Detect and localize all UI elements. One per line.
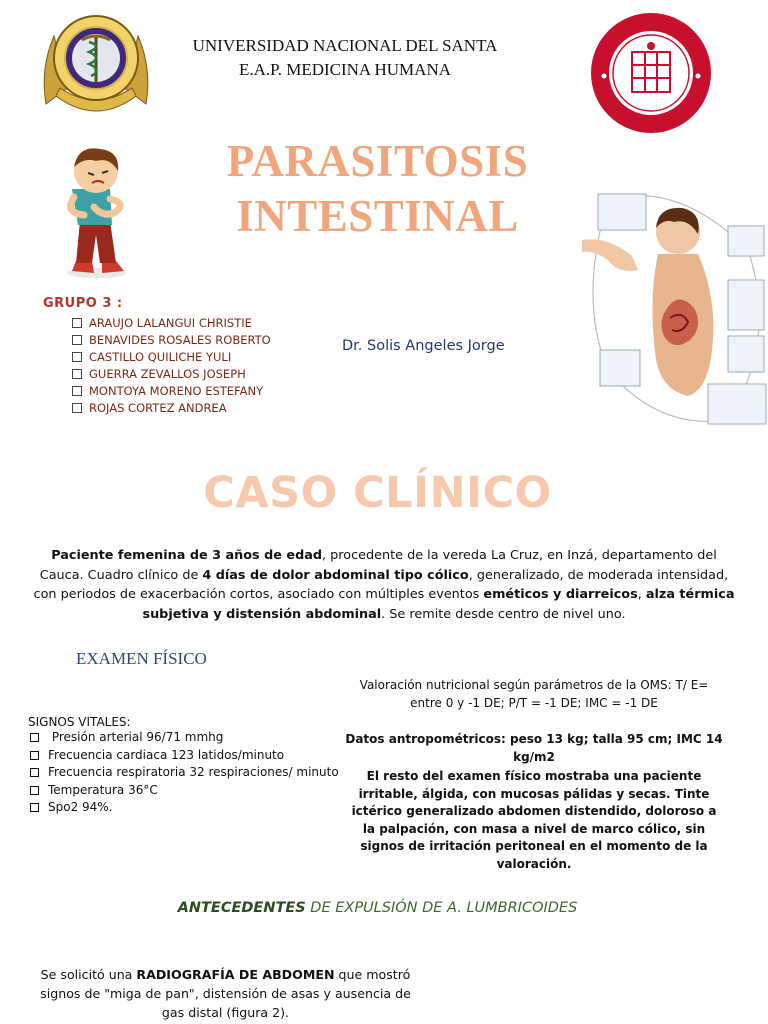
medicine-school-emblem-icon — [36, 8, 156, 120]
list-item — [30, 799, 339, 817]
list-item — [72, 383, 271, 400]
antecedents-bold: ANTECEDENTES — [177, 900, 306, 916]
list-item — [30, 764, 339, 782]
checkbox-bullet-icon — [30, 733, 39, 742]
case-text-1: , procedente de la vereda La Cruz, en Inzá, departamento del Cauca. Cuadro clínico de — [39, 548, 717, 583]
vitals-title: SIGNOS VITALES: — [28, 715, 131, 729]
doctor-name: Dr. Solis Angeles Jorge — [342, 338, 505, 354]
case-text-2: , generalizado, de moderada intensidad, con periodos de exacerbación cortos, asociado con múltiples eventos — [33, 567, 729, 602]
case-description — [28, 546, 740, 624]
vital-sign: Spo2 94%. — [48, 800, 113, 815]
list-item — [72, 349, 271, 366]
group-label: GRUPO 3 : — [43, 296, 123, 311]
checkbox-bullet-icon — [72, 318, 82, 328]
radiography-text-1: Se solicitó una — [40, 967, 137, 982]
nutrition-assessment: Valoración nutricional según parámetros de la OMS: T/ E= entre 0 y -1 DE; P/T = -1 DE; IMC = -1 DE — [359, 678, 709, 710]
checkbox-bullet-icon — [30, 786, 39, 795]
physical-exam-rest: El resto del examen físico mostraba una paciente irritable, álgida, con mucosas pálidas y secas. Tinte ictérico generalizado abdomen distendido, doloroso a la palpación, con masa a nivel de marco cólico, sin signos de irritación peritoneal en el momento de la valoración. — [351, 769, 717, 871]
checkbox-bullet-icon — [30, 768, 39, 777]
university-name: UNIVERSIDAD NACIONAL DEL SANTA — [192, 36, 498, 55]
radiography-text — [28, 965, 423, 1022]
vital-sign: Frecuencia cardiaca 123 latidos/minuto — [48, 747, 285, 762]
checkbox-bullet-icon — [72, 369, 82, 379]
case-bold-2: 4 días de dolor abdominal tipo cólico — [202, 567, 469, 583]
member-name: CASTILLO QUILICHE YULI — [89, 350, 232, 364]
group-members-list — [72, 315, 271, 417]
anthropometric-data: Datos antropométricos: peso 13 kg; talla 95 cm; IMC 14 kg/m2 — [345, 732, 723, 764]
case-bold-3: eméticos y diarreicos — [483, 587, 638, 602]
school-name: E.A.P. MEDICINA HUMANA — [238, 60, 452, 79]
case-text-3: , — [637, 587, 646, 602]
member-name: GUERRA ZEVALLOS JOSEPH — [89, 367, 246, 381]
list-item — [30, 729, 339, 747]
list-item — [72, 366, 271, 383]
checkbox-bullet-icon — [72, 352, 82, 362]
checkbox-bullet-icon — [30, 803, 39, 812]
case-bold-4: alza térmica subjetiva y distensión abdominal — [142, 587, 735, 622]
list-item — [72, 400, 271, 417]
antecedents-heading — [150, 900, 605, 916]
list-item — [30, 782, 339, 800]
case-bold-1: Paciente femenina de 3 años de edad — [51, 548, 323, 563]
title-line-2: INTESTINAL — [236, 191, 519, 241]
title-line-1: PARASITOSIS — [226, 136, 529, 186]
list-item — [72, 315, 271, 332]
vital-sign: Presión arterial 96/71 mmhg — [48, 730, 224, 744]
radiography-text-2: que mostró signos de "miga de pan", distensión de asas y ausencia de gas distal (figura 2). — [40, 967, 411, 1020]
checkbox-bullet-icon — [72, 386, 82, 396]
member-name: MONTOYA MORENO ESTEFANY — [89, 384, 264, 398]
university-seal-icon — [588, 10, 714, 136]
member-name: BENAVIDES ROSALES ROBERTO — [89, 333, 271, 347]
member-name: ARAUJO LALANGUI CHRISTIE — [89, 316, 252, 330]
checkbox-bullet-icon — [72, 403, 82, 413]
presentation-title — [200, 134, 555, 244]
list-item — [72, 332, 271, 349]
vital-sign: Temperatura 36°C — [48, 782, 158, 797]
antecedents-rest: DE EXPULSIÓN DE A. LUMBRICOIDES — [305, 900, 578, 916]
radiography-bold: RADIOGRAFÍA DE ABDOMEN — [136, 967, 335, 982]
case-text-4: . Se remite desde centro de nivel uno. — [381, 606, 626, 622]
university-header — [150, 34, 540, 82]
checkbox-bullet-icon — [30, 751, 39, 760]
list-item — [30, 747, 339, 765]
checkbox-bullet-icon — [72, 335, 82, 345]
exam-title: EXAMEN FÍSICO — [76, 649, 207, 668]
vitals-list — [30, 729, 339, 817]
vital-sign: Frecuencia respiratoria 32 respiraciones/ minuto — [48, 765, 339, 780]
member-name: ROJAS CORTEZ ANDREA — [89, 401, 227, 415]
boy-stomach-ache-illustration — [54, 143, 140, 279]
case-title: CASO CLÍNICO — [203, 468, 552, 518]
parasite-life-cycle-diagram — [578, 190, 768, 430]
